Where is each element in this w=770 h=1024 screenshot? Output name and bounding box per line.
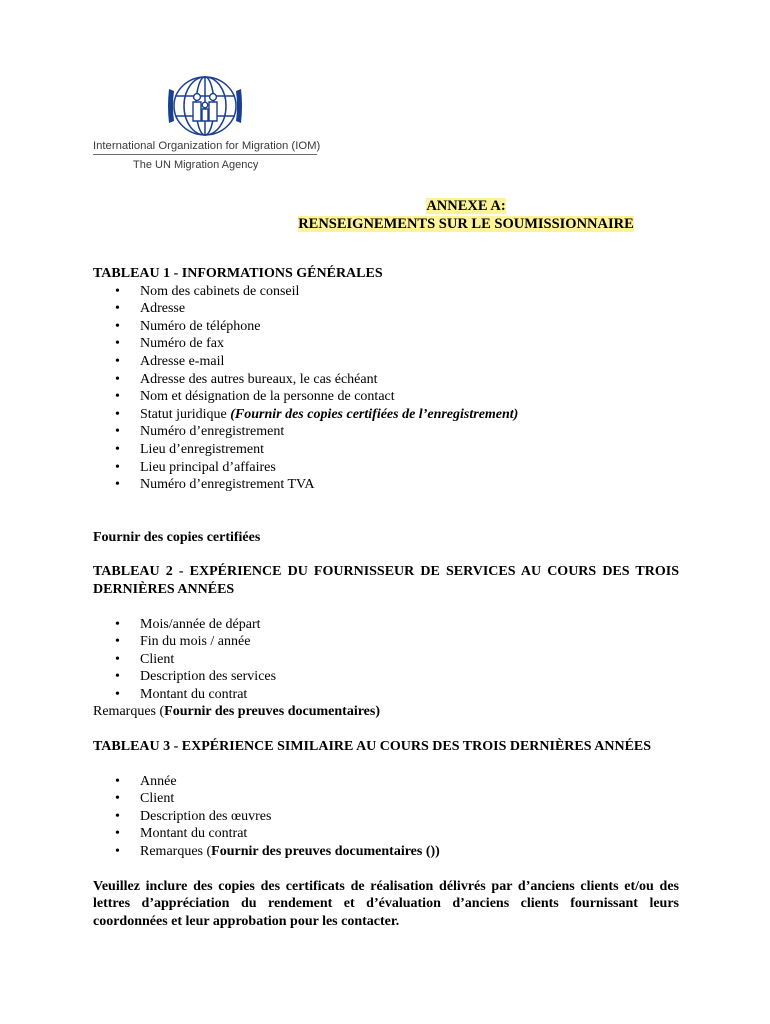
logo-org-name: International Organization for Migration (IOM) (93, 140, 321, 152)
list-item: • Montant du contrat (93, 686, 679, 704)
list-item: • Client (93, 651, 679, 669)
table2-remarks (93, 703, 679, 721)
list-item: • Description des œuvres (93, 808, 679, 826)
certified-copies-note: Fournir des copies certifiées (93, 529, 261, 545)
legal-status-note: (Fournir des copies certifiées de l’enregistrement) (230, 406, 519, 422)
list-item: • Numéro d’enregistrement TVA (93, 476, 679, 494)
table1-heading: TABLEAU 1 - INFORMATIONS GÉNÉRALES (93, 266, 383, 281)
iom-emblem-icon (167, 75, 243, 137)
list-item: • Mois/année de départ (93, 616, 679, 634)
closing-paragraph: Veuillez inclure des copies des certificats de réalisation délivrés par d’anciens clients et/ou des lettres d’appréciation du rendement et d’évaluation d’anciens clients fournissant leurs coordonnées et leur approbation pour les contacter. (93, 878, 679, 929)
list-item: • Client (93, 790, 679, 808)
list-item: • Année (93, 773, 679, 791)
list-item (93, 406, 679, 424)
list-item: • Description des services (93, 668, 679, 686)
list-item: • Montant du contrat (93, 825, 679, 843)
list-item: • Adresse des autres bureaux, le cas échéant (93, 371, 679, 389)
document-body (93, 265, 679, 930)
list-item: • Numéro de fax (93, 335, 679, 353)
remarks-note: Fournir des preuves documentaires ()) (211, 844, 440, 860)
legal-status-label: Statut juridique (140, 406, 227, 422)
logo-tagline: The UN Migration Agency (133, 159, 259, 171)
iom-logo (93, 75, 333, 175)
remarks-label: Remarques ( (140, 844, 212, 860)
annex-title-block (0, 197, 770, 233)
list-item: • Fin du mois / année (93, 633, 679, 651)
table2-heading: TABLEAU 2 - EXPÉRIENCE DU FOURNISSEUR DE SERVICES AU COURS DES TROIS DERNIÈRES ANNÉES (93, 564, 679, 597)
table2-list (93, 616, 679, 704)
remarks-label: Remarques ( (93, 704, 165, 720)
table3-list (93, 773, 679, 861)
list-item: • Numéro de téléphone (93, 318, 679, 336)
logo-divider (93, 154, 317, 155)
list-item: • Nom et désignation de la personne de contact (93, 388, 679, 406)
table1-list (93, 283, 679, 494)
remarks-note: Fournir des preuves documentaires) (164, 704, 380, 720)
list-item: • Adresse e-mail (93, 353, 679, 371)
table3-heading: TABLEAU 3 - EXPÉRIENCE SIMILAIRE AU COURS DES TROIS DERNIÈRES ANNÉES (93, 739, 652, 755)
list-item: • Adresse (93, 300, 679, 318)
list-item (93, 843, 679, 861)
list-item: • Lieu principal d’affaires (93, 459, 679, 477)
annex-subtitle: RENSEIGNEMENTS SUR LE SOUMISSIONNAIRE (298, 216, 634, 232)
list-item: • Numéro d’enregistrement (93, 423, 679, 441)
list-item: • Lieu d’enregistrement (93, 441, 679, 459)
annex-title: ANNEXE A: (426, 198, 506, 214)
list-item: • Nom des cabinets de conseil (93, 283, 679, 301)
